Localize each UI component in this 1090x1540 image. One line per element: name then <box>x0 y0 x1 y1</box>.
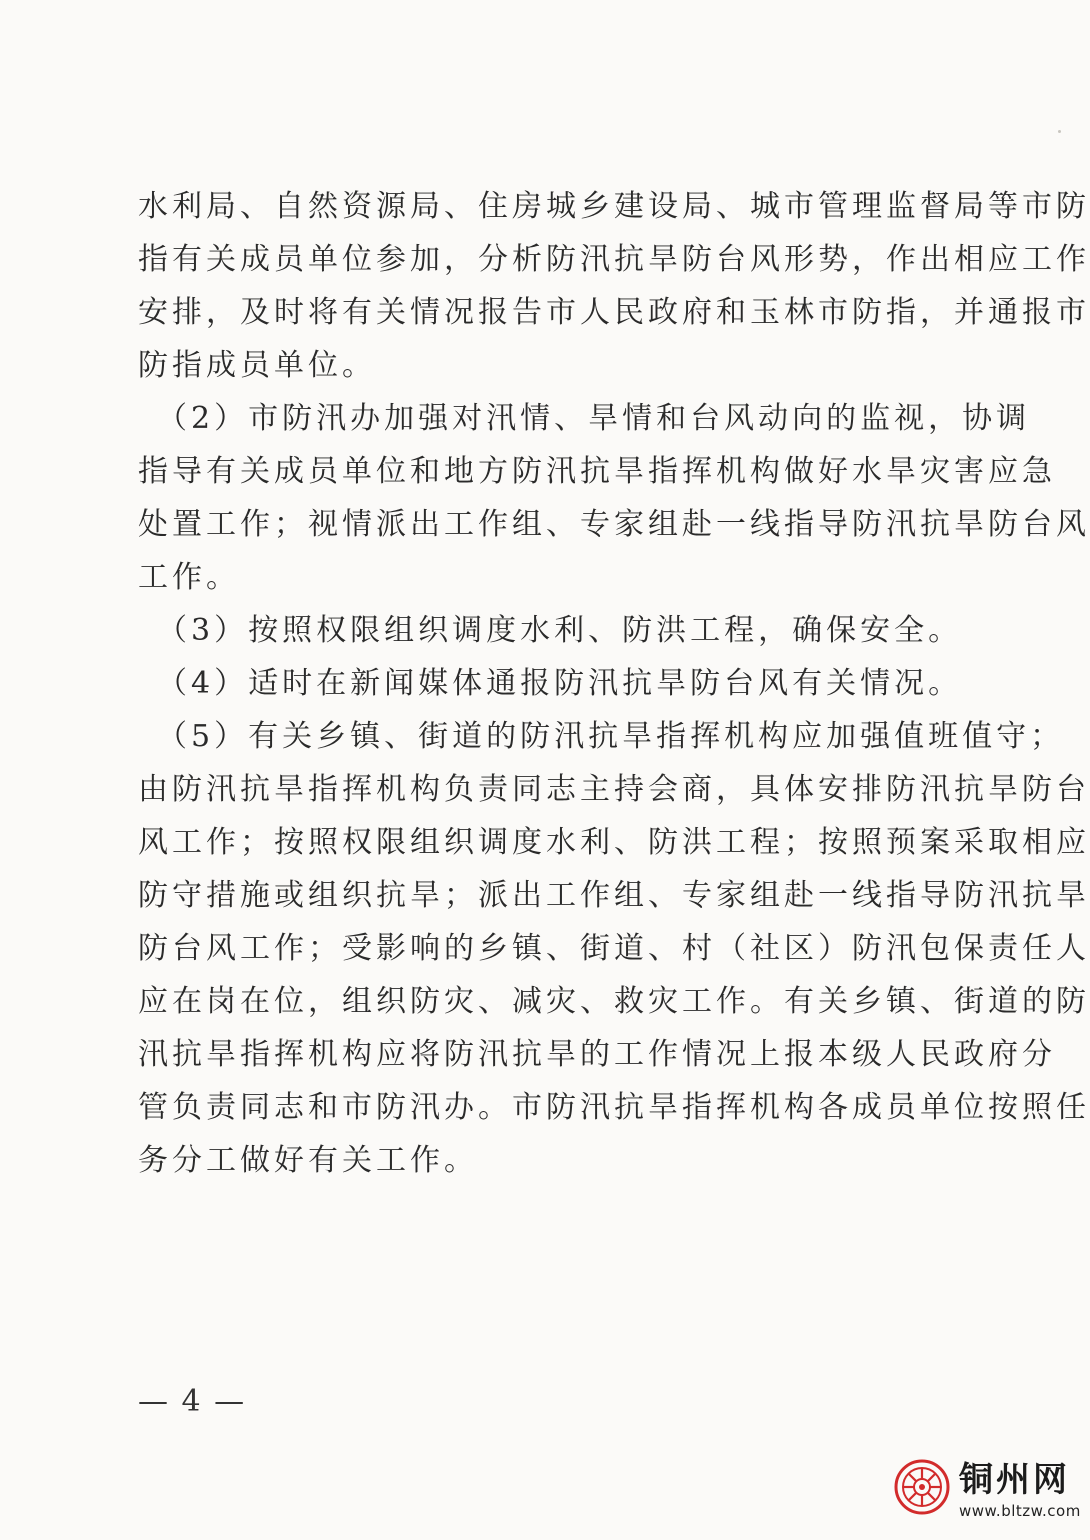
document-body <box>138 180 1090 1187</box>
text-line: 防台风工作；受影响的乡镇、街道、村（社区）防汛包保责任人 <box>138 931 1090 966</box>
watermark-name: 铜州网 <box>959 1460 1070 1500</box>
text-line: 汛抗旱指挥机构应将防汛抗旱的工作情况上报本级人民政府分 <box>138 1037 1056 1072</box>
seal-logo-icon <box>893 1458 951 1516</box>
page-number: — 4 — <box>138 1384 247 1419</box>
site-watermark <box>893 1452 1081 1532</box>
text-line: 防指成员单位。 <box>138 348 376 383</box>
text-line: 安排，及时将有关情况报告市人民政府和玉林市防指，并通报市 <box>138 295 1090 330</box>
text-line: 工作。 <box>138 560 240 595</box>
text-line: 务分工做好有关工作。 <box>138 1143 478 1178</box>
scan-speck <box>1058 130 1061 133</box>
watermark-url: www.bltzw.com <box>959 1502 1081 1520</box>
text-line: 指有关成员单位参加，分析防汛抗旱防台风形势，作出相应工作 <box>138 242 1090 277</box>
text-line: 水利局、自然资源局、住房城乡建设局、城市管理监督局等市防 <box>138 189 1090 224</box>
text-line: （4）适时在新闻媒体通报防汛抗旱防台风有关情况。 <box>138 666 963 701</box>
text-line: 处置工作；视情派出工作组、专家组赴一线指导防汛抗旱防台风 <box>138 507 1090 542</box>
text-line: （2）市防汛办加强对汛情、旱情和台风动向的监视，协调 <box>138 401 1031 436</box>
text-line: 防守措施或组织抗旱；派出工作组、专家组赴一线指导防汛抗旱 <box>138 878 1090 913</box>
text-line: （3）按照权限组织调度水利、防洪工程，确保安全。 <box>138 613 963 648</box>
text-line: 指导有关成员单位和地方防汛抗旱指挥机构做好水旱灾害应急 <box>138 454 1056 489</box>
text-line: 管负责同志和市防汛办。市防汛抗旱指挥机构各成员单位按照任 <box>138 1090 1090 1125</box>
text-line: 风工作；按照权限组织调度水利、防洪工程；按照预案采取相应 <box>138 825 1090 860</box>
text-line: （5）有关乡镇、街道的防汛抗旱指挥机构应加强值班值守； <box>138 719 1065 754</box>
text-line: 应在岗在位，组织防灾、减灾、救灾工作。有关乡镇、街道的防 <box>138 984 1090 1019</box>
text-line: 由防汛抗旱指挥机构负责同志主持会商，具体安排防汛抗旱防台 <box>138 772 1090 807</box>
